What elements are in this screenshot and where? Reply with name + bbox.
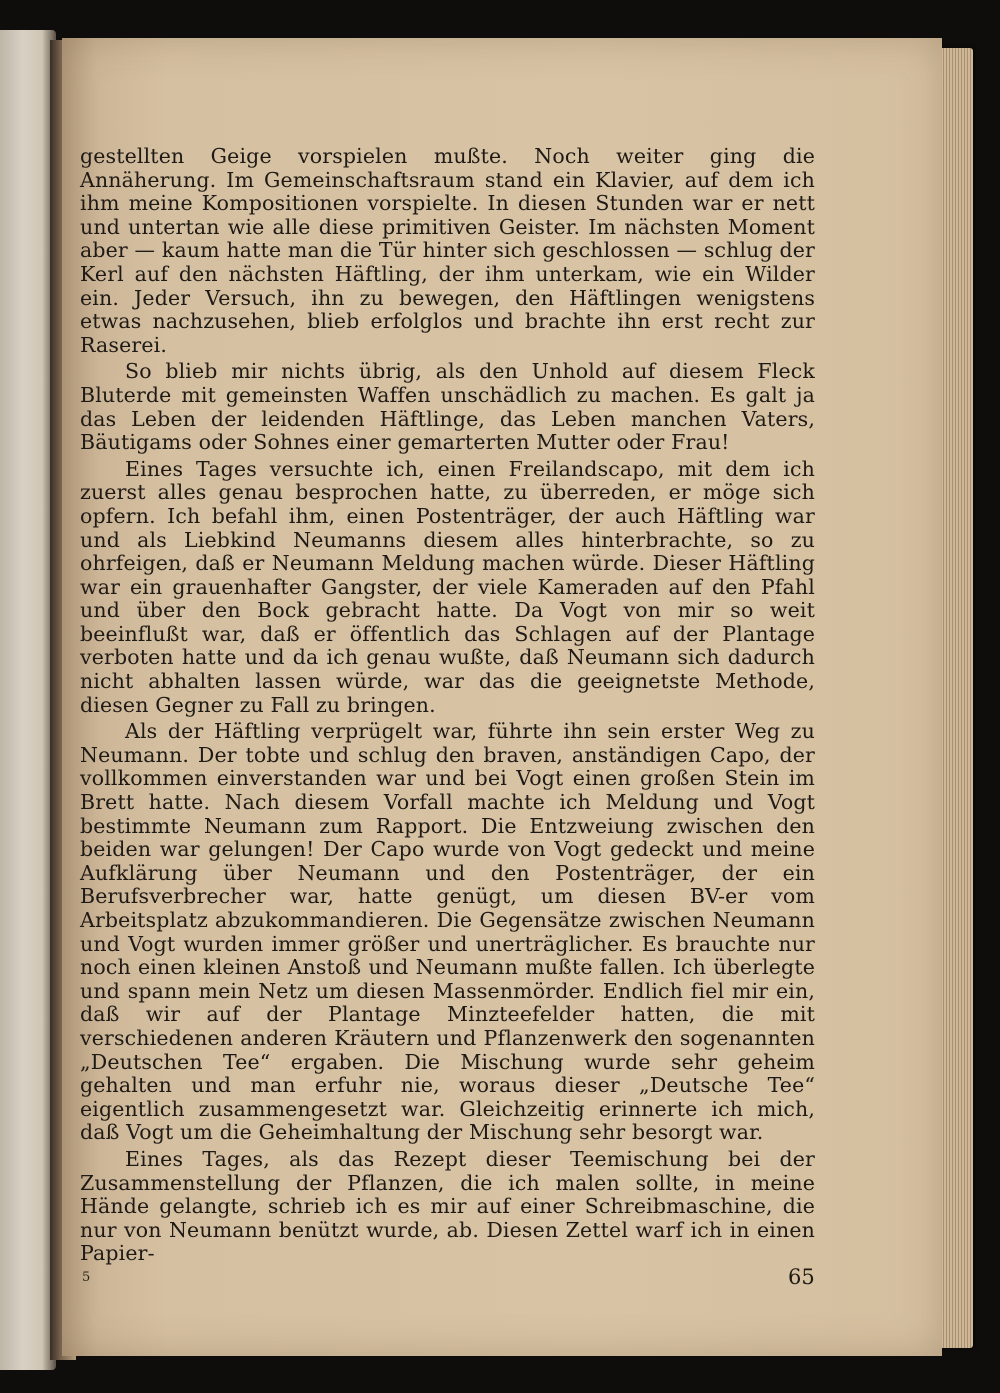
left-page-edge [0,30,56,1370]
body-text [80,145,815,1266]
paragraph: Eines Tages, als das Rezept dieser Teemischung bei der Zusammenstellung der Pflanzen, die ich malen sollte, in meine Hände gelangte, schrieb ich es mir auf einer Schreibmaschine, die nur von Neumann benützt wurde, ab. Diesen Zettel warf ich in einen Papier- [80,1146,815,1266]
paragraph: Eines Tages versuchte ich, einen Freilandscapo, mit dem ich zuerst alles genau besprochen hatte, zu überreden, er möge sich opfern. Ich befahl ihm, einen Postenträger, der auch Häftling war und als Liebkind Neumanns diesem alles hinterbrachte, so zu ohrfeigen, daß er Neumann Meldung machen würde. Dieser Häftling war ein grauenhafter Gangster, der viele Kameraden auf den Pfahl und über den Bock gebracht hatte. Da Vogt von mir so weit beeinflußt war, daß er öffentlich das Schlagen auf der Plantage verboten hatte und da ich genau wußte, daß Neumann sich dadurch nicht abhalten lassen würde, war das die geeignetste Methode, diesen Gegner zu Fall zu bringen. [80,456,815,717]
paragraph: gestellten Geige vorspielen mußte. Noch weiter ging die Annäherung. Im Gemeinschaftsraum stand ein Klavier, auf dem ich ihm meine Kompositionen vorspielte. In diesen Stunden war er nett und untertan wie alle diese primitiven Geister. Im nächsten Moment aber — kaum hatte man die Tür hinter sich geschlossen — schlug der Kerl auf den nächsten Häftling, der ihm unterkam, wie ein Wilder ein. Jeder Versuch, ihn zu bewegen, den Häftlingen wenigstens etwas nachzusehen, blieb erfolglos und brachte ihn erst recht zur Raserei. [80,144,815,357]
signature-mark: 5 [82,1270,91,1285]
page-number: 65 [788,1265,815,1289]
paragraph: So blieb mir nichts übrig, als den Unhold auf diesem Fleck Bluterde mit gemeinsten Waffen unschädlich zu machen. Es galt ja das Leben der leidenden Häftlinge, das Leben manchen Vaters, Bäutigams oder Sohnes einer gemarterten Mutter oder Frau! [80,359,815,455]
paragraph: Als der Häftling verprügelt war, führte ihn sein erster Weg zu Neumann. Der tobte und schlug den braven, anständigen Capo, der vollkommen einverstanden war und bei Vogt einen großen Stein im Brett hatte. Nach diesem Vorfall machte ich Meldung und Vogt bestimmte Neumann zum Rapport. Die Entzweiung zwischen den beiden war gelungen! Der Capo wurde von Vogt gedeckt und meine Aufklärung über Neumann und den Postenträger, der ein Berufsverbrecher war, hatte genügt, um diesen BV-er vom Arbeitsplatz abzukommandieren. Die Gegensätze zwischen Neumann und Vogt wurden immer größer und unerträglicher. Es brauchte nur noch einen kleinen Anstoß und Neumann mußte fallen. Ich überlegte und spann mein Netz um diesen Massenmörder. Endlich fiel mir ein, daß wir auf der Plantage Minzteefelder hatten, die mit verschiedenen anderen Kräutern und Pflanzenwerk den sogenannten „Deutschen Tee“ ergaben. Die Mischung wurde sehr geheim gehalten und man erfuhr nie, woraus dieser „Deutsche Tee“ eigentlich zusammengesetzt war. Gleichzeitig erinnerte ich mich, daß Vogt um die Geheimhaltung der Mischung sehr besorgt war. [80,719,815,1145]
